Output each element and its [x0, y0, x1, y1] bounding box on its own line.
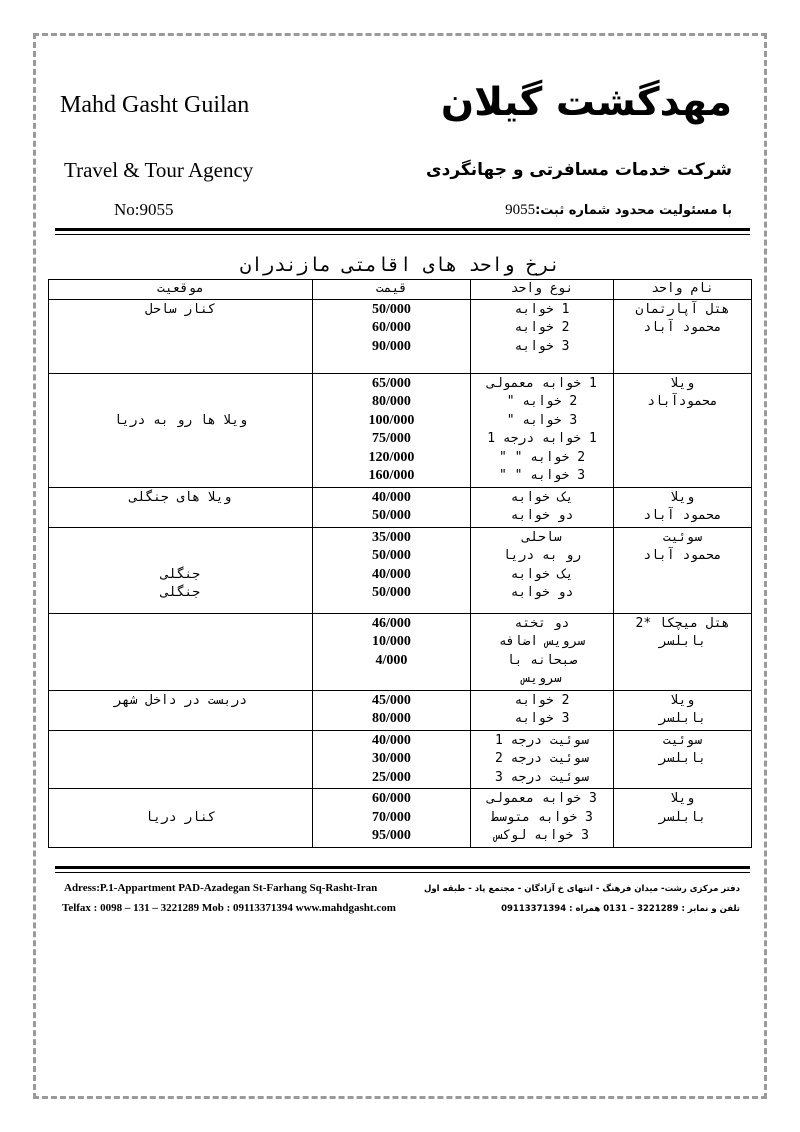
- english-address: Adress:P.1-Appartment PAD-Azadegan St-Farhang Sq-Rasht-Iran: [64, 882, 378, 894]
- location-cell: [49, 730, 313, 789]
- price-line: 25/000: [372, 769, 411, 785]
- unit-type-line: رو به دریا: [502, 548, 582, 563]
- unit-name-line: ویلا: [670, 489, 695, 505]
- unit-type-cell: [471, 487, 614, 527]
- unit-type-line: سوئیت درجه 2: [495, 751, 589, 766]
- price-line: 35/000: [372, 529, 411, 545]
- persian-company-name: مهدگشت گیلان: [440, 80, 732, 125]
- price-line: 50/000: [372, 508, 411, 523]
- table-row: [49, 789, 752, 848]
- price-line: 90/000: [372, 338, 411, 354]
- price-line: 40/000: [372, 566, 411, 582]
- unit-name-line: سوئیت: [662, 529, 703, 545]
- unit-name-line: ویلا: [670, 692, 695, 708]
- column-header-name: نام واحد: [614, 280, 752, 300]
- unit-type-line: 3 خوابه " ": [498, 468, 586, 483]
- location-cell: [49, 613, 313, 690]
- location-cell: [49, 527, 313, 613]
- price-cell: [313, 373, 471, 487]
- header-divider-thick: [55, 228, 750, 231]
- english-tagline: Travel & Tour Agency: [64, 158, 254, 182]
- footer-divider-thin: [55, 872, 750, 873]
- unit-type-line: 2 خوابه ": [506, 394, 578, 409]
- unit-type-line: دو تخته: [514, 615, 570, 631]
- location-line: [55, 615, 306, 634]
- location-line: جنگلی: [160, 585, 201, 600]
- location-cell: [49, 299, 313, 373]
- price-line: 46/000: [372, 615, 411, 631]
- location-line: دربست در داخل شهر: [113, 692, 248, 708]
- unit-type-line: سرویس اضافه: [498, 634, 586, 649]
- location-cell: [49, 373, 313, 487]
- location-line: ویلا های جنگلی: [129, 489, 232, 505]
- location-line: [55, 393, 306, 412]
- column-header-location: موقعیت: [49, 280, 313, 300]
- unit-type-line: 3 خوابه معمولی: [487, 791, 597, 806]
- price-line: 4/000: [375, 652, 408, 668]
- unit-type-line: 3 خوابه: [514, 338, 570, 354]
- unit-type-line: دو خوابه: [510, 508, 574, 523]
- english-registration-number: No:9055: [114, 200, 174, 219]
- price-line: 75/000: [372, 431, 411, 446]
- unit-type-line: 1 خوابه معمولی: [487, 375, 597, 391]
- unit-name-line: بابلسر: [659, 809, 706, 825]
- unit-type-line: 2 خوابه " ": [498, 449, 586, 465]
- unit-name-line: محمود آباد: [643, 508, 722, 523]
- table-row: [49, 527, 752, 613]
- unit-type-line: 3 خوابه: [514, 711, 570, 726]
- price-line: 50/000: [372, 301, 411, 317]
- unit-type-line: سوئیت درجه 3: [495, 769, 589, 785]
- unit-name-line: هتل میچکا *2: [635, 615, 730, 631]
- rates-table: [48, 279, 752, 848]
- unit-type-line: 1 خوابه: [514, 301, 570, 317]
- unit-type-line: یک خوابه: [510, 566, 574, 582]
- location-cell: [49, 690, 313, 730]
- unit-type-line: 2 خوابه: [514, 320, 570, 335]
- price-cell: [313, 299, 471, 373]
- price-cell: [313, 613, 471, 690]
- table-header-row: [49, 280, 752, 300]
- unit-type-cell: [471, 690, 614, 730]
- price-cell: [313, 527, 471, 613]
- unit-name-cell: [614, 527, 752, 613]
- column-header-price: قیمت: [313, 280, 471, 300]
- unit-type-line: سرویس: [522, 671, 562, 686]
- unit-type-line: 3 خوابه متوسط: [491, 809, 593, 825]
- unit-name-line: ویلا: [670, 791, 695, 806]
- unit-type-cell: [471, 527, 614, 613]
- persian-address: دفتر مرکزی رشت- میدان فرهنگ - انتهای خ آزادگان - مجتمع پاد - طبقه اول: [424, 884, 740, 894]
- location-line: [55, 732, 306, 751]
- price-line: 65/000: [372, 375, 411, 391]
- unit-name-line: محمود آباد: [643, 548, 722, 563]
- unit-type-line: ساحلی: [522, 529, 562, 545]
- unit-name-line: هتل آپارتمان: [635, 301, 730, 317]
- location-cell: [49, 789, 313, 848]
- unit-name-cell: [614, 299, 752, 373]
- price-line: 10/000: [372, 634, 411, 649]
- price-line: 45/000: [372, 692, 411, 708]
- persian-registration: [505, 202, 732, 219]
- unit-type-cell: [471, 613, 614, 690]
- unit-type-cell: [471, 299, 614, 373]
- persian-tagline: شرکت خدمات مسافرتی و جهانگردی: [426, 160, 732, 180]
- table-row: [49, 613, 752, 690]
- location-cell: [49, 487, 313, 527]
- unit-type-line: صبحانه با: [506, 652, 578, 668]
- column-header-type: نوع واحد: [471, 280, 614, 300]
- unit-name-cell: [614, 613, 752, 690]
- unit-name-line: محمودآباد: [647, 394, 718, 409]
- price-line: 60/000: [372, 320, 411, 335]
- unit-name-cell: [614, 789, 752, 848]
- unit-type-cell: [471, 789, 614, 848]
- unit-type-line: 3 خوابه لوکس: [495, 828, 589, 843]
- unit-type-line: یک خوابه: [510, 489, 574, 505]
- persian-registration-number: 9055: [505, 202, 536, 218]
- location-line: کنار دریا: [145, 809, 216, 825]
- location-line: [55, 790, 306, 809]
- unit-type-line: 1 خوابه درجه 1: [487, 431, 597, 446]
- price-line: 95/000: [372, 828, 411, 843]
- price-line: 80/000: [372, 394, 411, 409]
- unit-name-cell: [614, 730, 752, 789]
- location-line: [55, 529, 306, 548]
- table-row: [49, 730, 752, 789]
- price-cell: [313, 789, 471, 848]
- table-row: [49, 299, 752, 373]
- footer-divider-thick: [55, 866, 750, 869]
- table-row: [49, 373, 752, 487]
- unit-type-line: 3 خوابه ": [506, 412, 578, 428]
- unit-name-line: بابلسر: [659, 634, 706, 649]
- table-row: [49, 487, 752, 527]
- unit-type-line: 2 خوابه: [514, 692, 570, 708]
- unit-name-line: بابلسر: [659, 751, 706, 766]
- price-line: 40/000: [372, 489, 411, 505]
- price-line: 60/000: [372, 791, 411, 806]
- location-line: جنگلی: [160, 566, 201, 582]
- price-cell: [313, 690, 471, 730]
- price-line: 100/000: [368, 412, 415, 428]
- unit-type-line: دو خوابه: [510, 585, 574, 600]
- price-cell: [313, 487, 471, 527]
- unit-name-cell: [614, 690, 752, 730]
- table-row: [49, 690, 752, 730]
- english-company-name: Mahd Gasht Guilan: [60, 92, 250, 118]
- price-line: 30/000: [372, 751, 411, 766]
- unit-name-line: سوئیت: [662, 732, 703, 748]
- price-line: 50/000: [372, 548, 411, 563]
- unit-type-line: سوئیت درجه 1: [495, 732, 589, 748]
- price-line: 80/000: [372, 711, 411, 726]
- price-cell: [313, 730, 471, 789]
- persian-contact: تلفن و نمابر : 3221289 – 0131 همراه : 09113371394: [501, 904, 740, 914]
- location-line: [55, 375, 306, 394]
- price-line: 50/000: [372, 585, 411, 600]
- persian-registration-label: با مسئولیت محدود شماره ثبت:: [535, 203, 732, 218]
- header-divider-thin: [55, 234, 750, 235]
- unit-name-cell: [614, 487, 752, 527]
- price-line: 160/000: [368, 468, 415, 483]
- location-line: کنار ساحل: [145, 301, 216, 317]
- location-line: [55, 547, 306, 566]
- unit-name-cell: [614, 373, 752, 487]
- unit-name-line: محمود آباد: [643, 320, 722, 335]
- price-line: 70/000: [372, 809, 411, 825]
- rates-title: نرخ واحد های اقامتی مازندران: [239, 254, 561, 276]
- unit-type-cell: [471, 373, 614, 487]
- unit-name-line: ویلا: [670, 375, 695, 391]
- location-line: ویلا ها رو به دریا: [113, 412, 248, 428]
- price-line: 120/000: [368, 449, 415, 465]
- english-contact: Telfax : 0098 – 131 – 3221289 Mob : 09113371394 www.mahdgasht.com: [62, 902, 396, 914]
- price-line: 40/000: [372, 732, 411, 748]
- unit-name-line: بابلسر: [659, 711, 706, 726]
- unit-type-cell: [471, 730, 614, 789]
